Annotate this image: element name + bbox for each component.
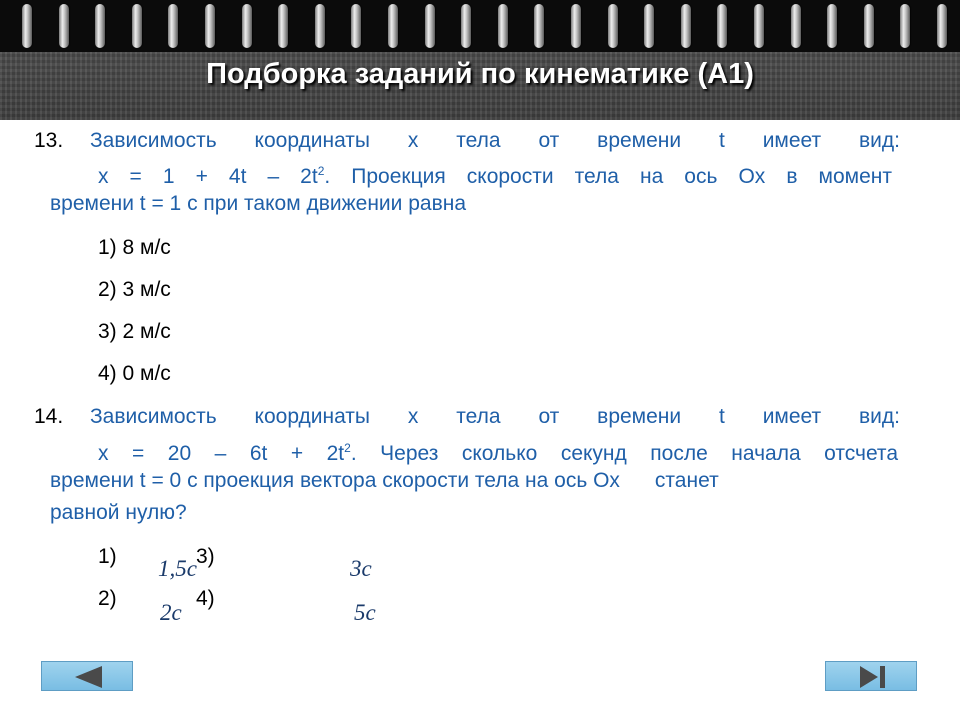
binding-ring: [168, 4, 178, 48]
binding-ring: [534, 4, 544, 48]
binding-ring: [351, 4, 361, 48]
binding-ring: [791, 4, 801, 48]
q13-option-4: 4) 0 м/с: [98, 362, 171, 385]
q13-option-1: 1) 8 м/с: [98, 236, 171, 259]
binding-ring: [425, 4, 435, 48]
binding-ring: [22, 4, 32, 48]
q13-option-2: 2) 3 м/с: [98, 278, 171, 301]
q14-line3: времени t = 0 с проекция вектора скорости тела на ось Ox станет: [50, 469, 719, 492]
binding-ring: [644, 4, 654, 48]
binding-ring: [681, 4, 691, 48]
q14-label-1: 1): [98, 545, 117, 568]
q13-line3: времени t = 1 с при таком движении равна: [50, 192, 467, 215]
q14-value-4: 5с: [354, 600, 376, 625]
q14-exponent: 2: [344, 441, 351, 455]
q13-option-3: 3) 2 м/с: [98, 320, 171, 343]
binding-ring: [864, 4, 874, 48]
spiral-binding: [0, 0, 960, 52]
q14-value-2: 2с: [160, 600, 182, 625]
q14-label-3: 3): [196, 545, 215, 568]
q13-exponent: 2: [317, 164, 325, 178]
prev-slide-button[interactable]: [41, 661, 133, 691]
q14-label-4: 4): [196, 587, 215, 610]
binding-ring: [388, 4, 398, 48]
q14-label-2: 2): [98, 587, 117, 610]
binding-ring: [132, 4, 142, 48]
binding-ring: [315, 4, 325, 48]
binding-ring: [59, 4, 69, 48]
binding-ring: [937, 4, 947, 48]
binding-ring: [827, 4, 837, 48]
q13-number: 13.: [34, 129, 64, 152]
q14-number: 14.: [34, 405, 64, 428]
slide-header: [0, 0, 960, 120]
slide-title: Подборка заданий по кинематике (А1): [206, 58, 754, 90]
q13-line1: Зависимость координаты x тела от времени t имеет вид:: [90, 129, 900, 152]
binding-ring: [717, 4, 727, 48]
q14-line1: Зависимость координаты x тела от времени t имеет вид:: [90, 405, 900, 428]
binding-ring: [498, 4, 508, 48]
binding-ring: [278, 4, 288, 48]
q14-value-1: 1,5с: [158, 556, 197, 581]
binding-ring: [754, 4, 764, 48]
binding-ring: [95, 4, 105, 48]
q14-value-3: 3с: [350, 556, 372, 581]
q14-formula-line: $x = 20 - 6t + 2t^2$. Через сколько секунд после начала отсчета: [98, 441, 898, 465]
binding-ring: [900, 4, 910, 48]
binding-ring: [242, 4, 252, 48]
last-slide-button[interactable]: [825, 661, 917, 691]
q14-line4: равной нулю?: [50, 501, 187, 524]
triangle-left-icon: [42, 662, 134, 692]
binding-ring: [571, 4, 581, 48]
q13-formula-line: $x = 1 + 4t - 2t^2$. Проекция скорости тела на ось Ox в момент: [98, 164, 892, 188]
skip-end-icon: [826, 662, 918, 692]
binding-ring: [608, 4, 618, 48]
binding-ring: [205, 4, 215, 48]
binding-ring: [461, 4, 471, 48]
